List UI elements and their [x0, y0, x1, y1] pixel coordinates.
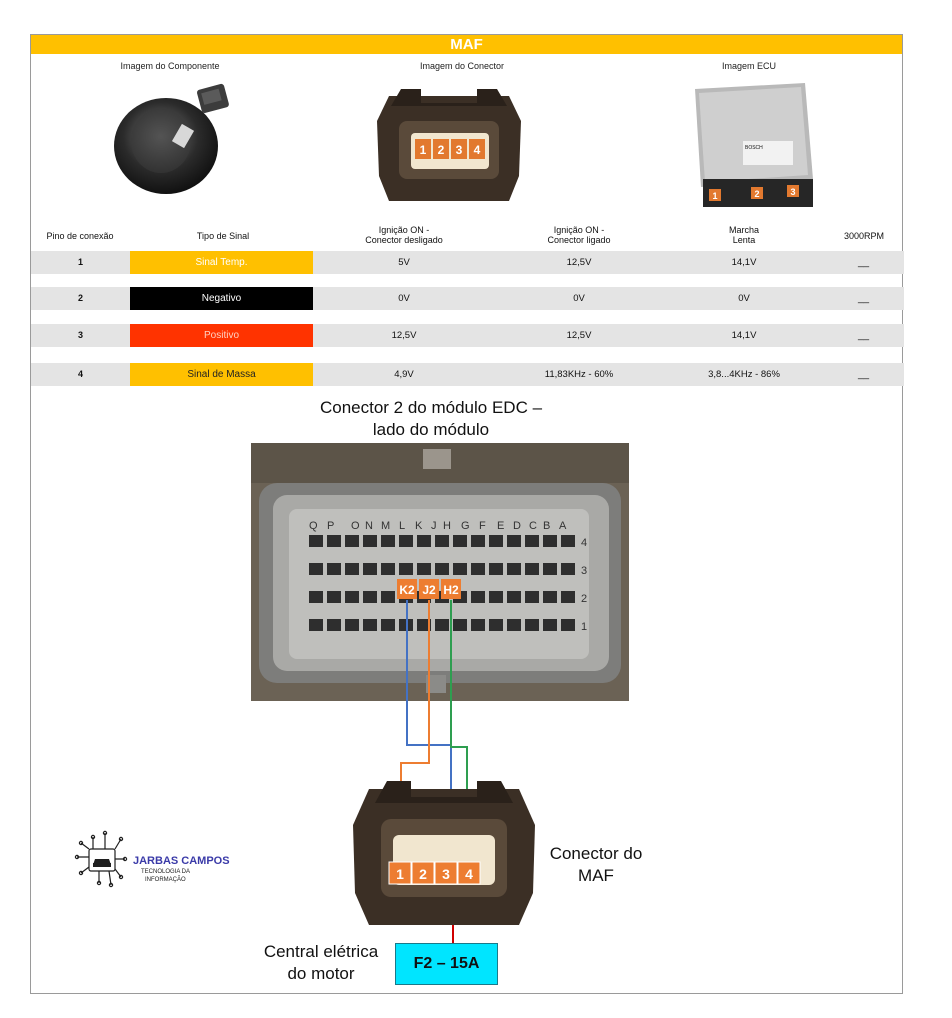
header-pin: Pino de conexão	[46, 231, 114, 241]
ecu-col-a: A	[559, 520, 567, 532]
ecu-connector-caption-line2: lado do módulo	[372, 420, 490, 439]
header-rpm: 3000RPM	[843, 231, 885, 241]
row-signal: Positivo	[130, 324, 313, 347]
ecu-col-o: O	[351, 520, 360, 532]
connector-pin-2-label: 2	[437, 143, 445, 157]
sheet-title: MAF	[31, 35, 902, 54]
ecu-row-4: 4	[581, 537, 588, 549]
logo-circuit-icon	[71, 829, 131, 891]
ecu-col-j: J	[431, 520, 437, 532]
logo-tagline-2: INFORMAÇÃO	[145, 877, 186, 883]
ecu-col-q: Q	[309, 520, 318, 532]
ecu-pin-h2: H2	[443, 583, 459, 597]
ecu-pin-j2: J2	[422, 583, 436, 597]
row-idle: 14,1V	[731, 330, 757, 341]
row-signal: Sinal de Massa	[130, 363, 313, 386]
ecu-row-3: 3	[581, 565, 588, 577]
row-ign-on: 0V	[573, 293, 585, 304]
ecu-col-p: P	[327, 520, 335, 532]
ecu-col-e: E	[497, 520, 505, 532]
row-ign-on: 11,83KHz - 60%	[544, 369, 614, 380]
row-pin: 4	[78, 369, 84, 379]
ecu-col-k: K	[415, 520, 423, 532]
ecu-col-g: G	[461, 520, 470, 532]
connector-pin-3-label: 3	[455, 143, 463, 157]
connector-image-label: Imagem do Conector	[419, 61, 505, 71]
header-ign-off-line1: Ignição ON -	[378, 225, 430, 235]
maf-pin-4-label: 4	[465, 866, 473, 882]
ecu-col-l: L	[399, 520, 406, 532]
ecu-col-h: H	[443, 520, 451, 532]
row-ign-off: 12,5V	[391, 330, 417, 341]
ecu-row-1: 1	[581, 621, 588, 633]
row-rpm: __	[858, 257, 870, 268]
ecu-col-m: M	[381, 520, 391, 532]
ecu-connector-2-label: 2	[754, 189, 760, 199]
ecu-col-c: C	[529, 520, 537, 532]
header-idle-line1: Marcha	[728, 225, 760, 235]
header-ign-off-line2: Conector desligado	[365, 235, 443, 245]
header-ign-on-line1: Ignição ON -	[553, 225, 605, 235]
row-ign-off: 4,9V	[394, 369, 414, 380]
central-caption-line2: do motor	[287, 964, 355, 983]
central-caption-line1: Central elétrica	[263, 942, 379, 961]
ecu-col-d: D	[513, 520, 521, 532]
ecu-connector-3-label: 3	[790, 187, 796, 197]
row-rpm: __	[858, 293, 870, 304]
header-idle-line2: Lenta	[732, 235, 756, 245]
row-signal: Negativo	[130, 287, 313, 310]
ecu-col-b: B	[543, 520, 551, 532]
row-ign-off: 5V	[398, 257, 410, 268]
row-pin: 1	[78, 257, 84, 267]
header-signal: Tipo de Sinal	[196, 231, 250, 241]
row-ign-on: 12,5V	[566, 257, 592, 268]
ecu-pin-k2: K2	[399, 583, 415, 597]
maf-pin-3-label: 3	[442, 866, 450, 882]
row-idle: 0V	[738, 293, 750, 304]
row-ign-on: 12,5V	[566, 330, 592, 341]
ecu-image-label: Imagem ECU	[721, 61, 777, 71]
row-rpm: __	[858, 369, 870, 380]
fuse-f2-box: F2 – 15A	[395, 943, 498, 985]
row-pin: 3	[78, 330, 84, 340]
header-ign-on-line2: Conector ligado	[547, 235, 611, 245]
logo-tagline-1: TECNOLOGIA DA	[141, 869, 191, 875]
maf-connector-caption-line1: Conector do	[549, 844, 643, 863]
connector-pin-1-label: 1	[419, 143, 427, 157]
row-pin: 2	[78, 293, 84, 303]
maf-connector-caption	[531, 843, 661, 887]
row-idle: 3,8...4KHz - 86%	[708, 369, 780, 380]
ecu-row-2: 2	[581, 593, 588, 605]
row-signal: Sinal Temp.	[130, 251, 313, 274]
central-caption	[251, 941, 391, 985]
ecu-col-n: N	[365, 520, 373, 532]
ecu-col-f: F	[479, 520, 486, 532]
row-idle: 14,1V	[731, 257, 757, 268]
row-ign-off: 0V	[398, 293, 410, 304]
logo-name: JARBAS CAMPOS	[133, 855, 230, 867]
row-rpm: __	[858, 330, 870, 341]
ecu-connector-caption-line1: Conector 2 do módulo EDC –	[319, 398, 543, 417]
connector-pin-4-label: 4	[473, 143, 481, 157]
maf-pin-2-label: 2	[419, 866, 427, 882]
maf-connector-caption-line2: MAF	[578, 866, 614, 885]
ecu-connector-1-label: 1	[712, 191, 718, 201]
maf-connector-diagram-image	[349, 775, 539, 935]
component-image-label: Imagem do Componente	[120, 61, 220, 71]
maf-pin-1-label: 1	[396, 866, 404, 882]
ecu-brand: BOSCH	[745, 145, 763, 151]
maf-sheet	[30, 34, 903, 994]
